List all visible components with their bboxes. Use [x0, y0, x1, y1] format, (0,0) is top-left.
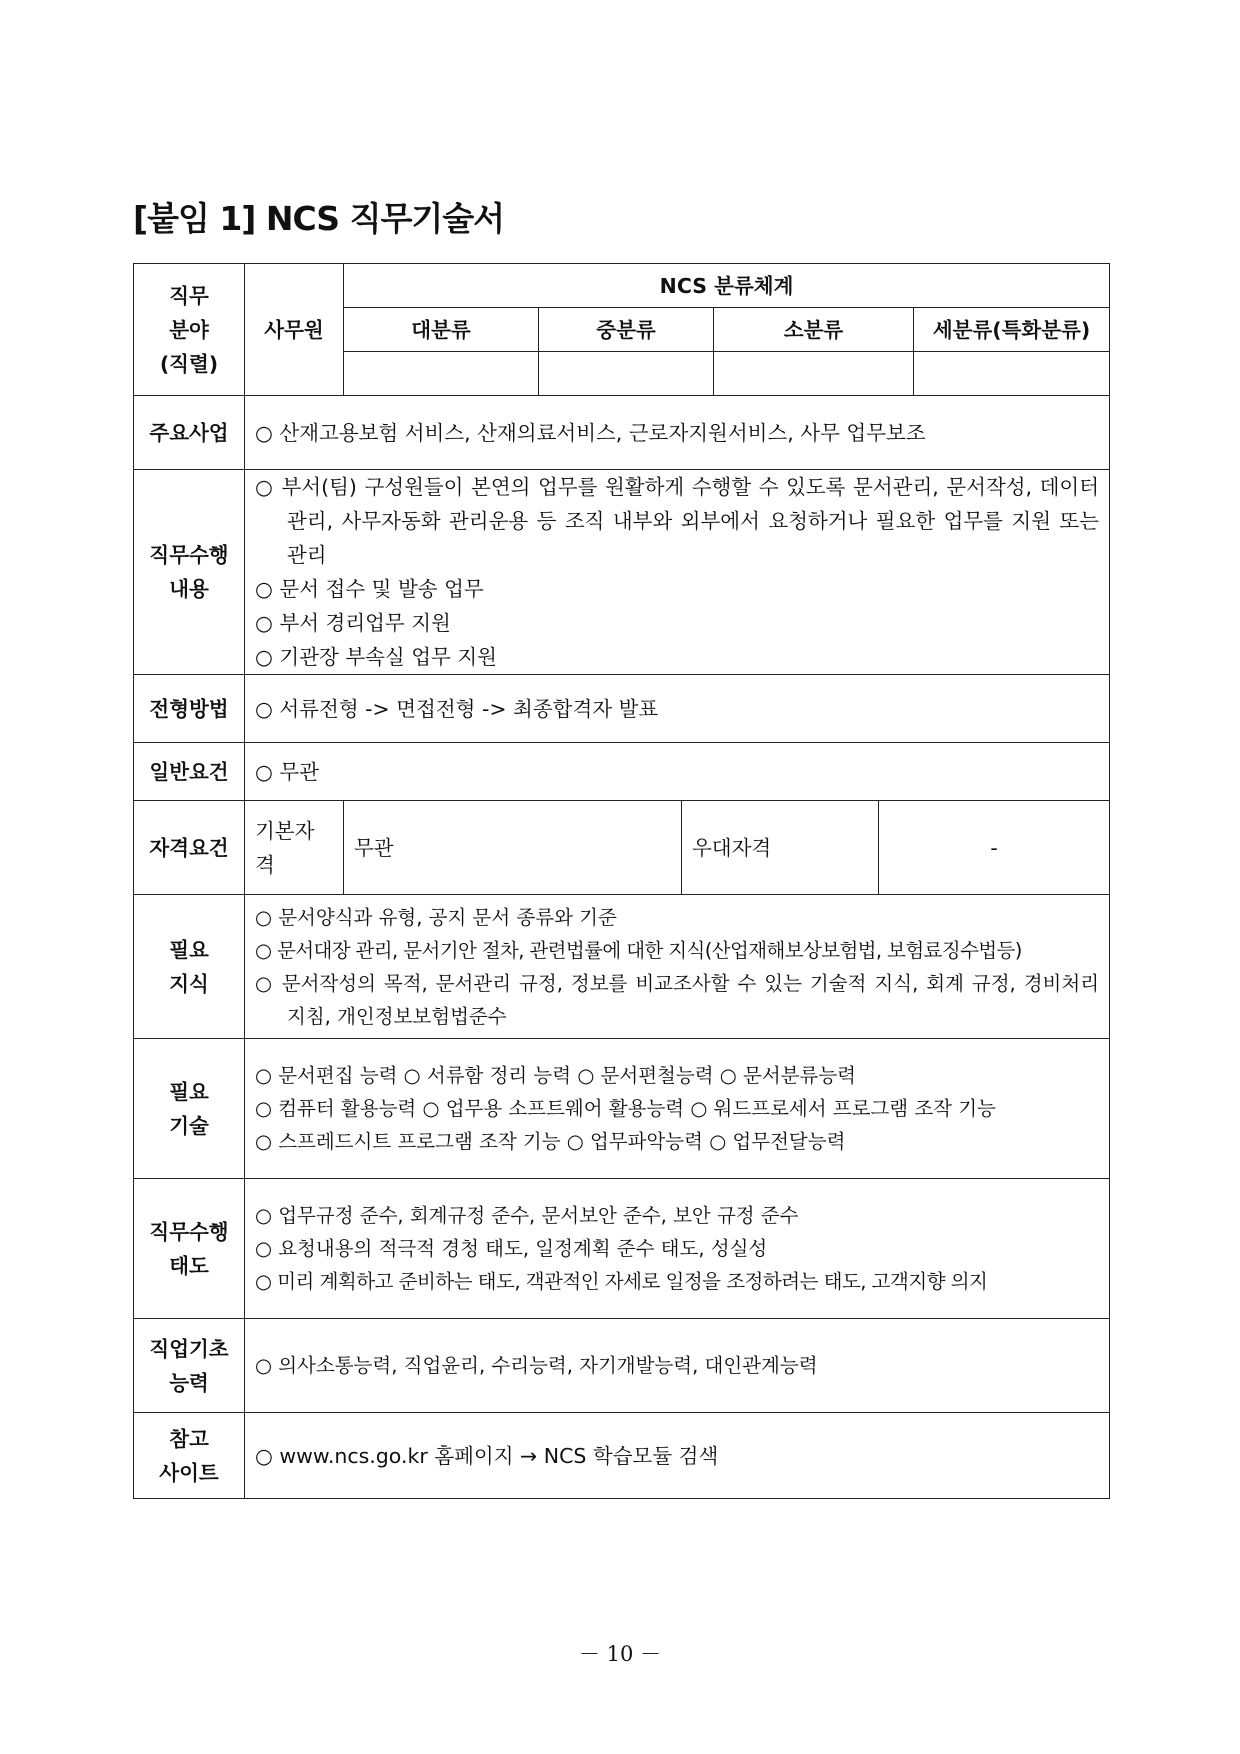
selection-label: 전형방법	[134, 675, 245, 743]
skill-item: ○ 컴퓨터 활용능력	[255, 1097, 417, 1120]
skill-item: ○ 문서편철능력	[577, 1064, 714, 1087]
ncs-minor-header: 소분류	[714, 308, 914, 352]
reference-content: ○ www.ncs.go.kr 홈페이지 → NCS 학습모듈 검색	[245, 1413, 1110, 1499]
ncs-major-header: 대분류	[344, 308, 539, 352]
skills-row	[255, 1125, 1099, 1158]
skill-item: ○ 서류함 정리 능력	[403, 1064, 572, 1087]
knowledge-item: ○ 문서대장 관리, 문서기안 절차, 관련법률에 대한 지식(산업재해보상보험법, 보험료징수법등)	[255, 938, 1022, 962]
knowledge-item: ○ 문서양식과 유형, 공지 문서 종류와 기준	[255, 905, 617, 929]
knowledge-content	[245, 895, 1110, 1039]
knowledge-item: ○ 문서작성의 목적, 문서관리 규정, 정보를 비교조사할 수 있는 기술적 지식, 회계 규정, 경비처리 지침, 개인정보보험법준수	[255, 971, 1100, 1028]
job-description-table	[133, 263, 1110, 1499]
skill-item: ○ 업무용 소프트웨어 활용능력	[422, 1097, 685, 1120]
attitude-item: ○ 요청내용의 적극적 경청 태도, 일정계획 준수 태도, 성실성	[255, 1237, 768, 1260]
skills-content	[245, 1039, 1110, 1179]
duties-content	[245, 470, 1110, 675]
skills-row	[255, 1059, 1099, 1092]
skill-item: ○ 문서분류능력	[719, 1064, 857, 1087]
ncs-minor-value	[714, 352, 914, 396]
basic-qualification-label: 기본자격	[245, 801, 344, 895]
basic-ability-label: 직업기초 능력	[134, 1319, 245, 1413]
duties-label: 직무수행 내용	[134, 470, 245, 675]
knowledge-label: 필요 지식	[134, 895, 245, 1039]
basic-qualification-value: 무관	[344, 801, 682, 895]
job-name: 사무원	[245, 264, 344, 396]
ncs-detail-header: 세분류(특화분류)	[914, 308, 1110, 352]
skills-label: 필요 기술	[134, 1039, 245, 1179]
reference-label: 참고 사이트	[134, 1413, 245, 1499]
preferred-qualification-label: 우대자격	[682, 801, 879, 895]
basic-ability-content: ○ 의사소통능력, 직업윤리, 수리능력, 자기개발능력, 대인관계능력	[245, 1319, 1110, 1413]
attitude-item: ○ 업무규정 준수, 회계규정 준수, 문서보안 준수, 보안 규정 준수	[255, 1204, 799, 1227]
page-number: － 10 －	[578, 1642, 662, 1666]
main-business-content: ○ 산재고용보험 서비스, 산재의료서비스, 근로자지원서비스, 사무 업무보조	[245, 396, 1110, 470]
skills-row	[255, 1092, 1099, 1125]
skill-item: ○ 업무파악능력	[566, 1130, 703, 1153]
preferred-qualification-value: -	[879, 801, 1110, 895]
attitude-content	[245, 1179, 1110, 1319]
skill-item: ○ 스프레드시트 프로그램 조작 기능	[255, 1130, 561, 1153]
duty-item: ○ 기관장 부속실 업무 지원	[255, 645, 497, 669]
ncs-classification-title: NCS 분류체계	[344, 264, 1110, 308]
duty-item: ○ 부서(팀) 구성원들이 본연의 업무를 원활하게 수행할 수 있도록 문서관리, 문서작성, 데이터 관리, 사무자동화 관리운용 등 조직 내부와 외부에서 요청하거나 필요한 업무를 지원 또는 관리	[255, 475, 1100, 567]
duty-item: ○ 부서 경리업무 지원	[255, 611, 451, 635]
ncs-middle-value	[539, 352, 714, 396]
skill-item: ○ 업무전달능력	[709, 1130, 846, 1153]
selection-content: ○ 서류전형 -> 면접전형 -> 최종합격자 발표	[245, 675, 1110, 743]
duty-item: ○ 문서 접수 및 발송 업무	[255, 577, 484, 601]
general-req-label: 일반요건	[134, 743, 245, 801]
qualification-label: 자격요건	[134, 801, 245, 895]
job-field-label: 직무 분야 (직렬)	[134, 264, 245, 396]
document-title: [붙임 1] NCS 직무기술서	[133, 199, 504, 238]
skill-item: ○ 문서편집 능력	[255, 1064, 398, 1087]
main-business-label: 주요사업	[134, 396, 245, 470]
ncs-detail-value	[914, 352, 1110, 396]
skill-item: ○ 워드프로세서 프로그램 조작 기능	[690, 1097, 996, 1120]
ncs-major-value	[344, 352, 539, 396]
attitude-item: ○ 미리 계획하고 준비하는 태도, 객관적인 자세로 일정을 조정하려는 태도, 고객지향 의지	[255, 1270, 988, 1293]
general-req-content: ○ 무관	[245, 743, 1110, 801]
ncs-middle-header: 중분류	[539, 308, 714, 352]
attitude-label: 직무수행 태도	[134, 1179, 245, 1319]
